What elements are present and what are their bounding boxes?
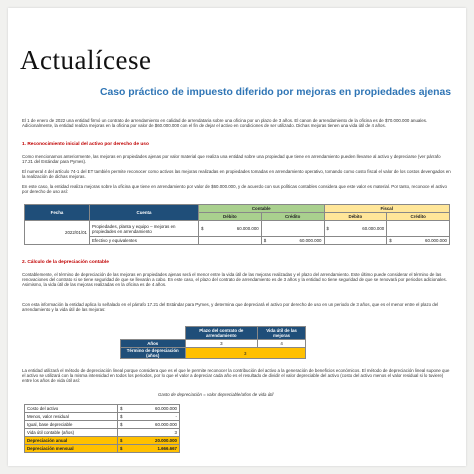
plazo-value: 3 — [185, 340, 258, 348]
col-contable: Contable — [199, 205, 325, 213]
section2-paragraph-2: Con esta información la entidad aplica lo señalado en el párrafo 17.21 del Estándar para Pymes, y determina que depreciará el activo por derecho de uso en un periodo de 3 años, que es el menor entre el plazo del arrendamiento y la vida útil de las mejoras: — [22, 302, 439, 313]
calc-label: Igual, base depreciable — [25, 421, 118, 429]
journal-entry-table — [24, 204, 450, 245]
currency-symbol: $ — [261, 237, 272, 245]
amount-cell: 60.000.000 — [209, 221, 261, 237]
amount-cell — [397, 221, 449, 237]
currency-symbol: $ — [118, 405, 128, 413]
table-row — [25, 437, 180, 445]
col-contable-credito: Crédito — [261, 213, 324, 221]
amount-cell — [335, 237, 387, 245]
col-cuenta: Cuenta — [90, 205, 199, 221]
col-vida-util: Vida útil de las mejoras — [258, 327, 306, 340]
currency-symbol: $ — [118, 445, 128, 453]
amount-cell: 60.000.000 — [397, 237, 449, 245]
currency-symbol — [261, 221, 272, 237]
calc-label: Vida útil contable (años) — [25, 429, 118, 437]
currency-symbol — [387, 221, 398, 237]
table-row — [121, 348, 306, 359]
row-label-termino: Término de depreciación (años) — [121, 348, 186, 359]
termino-value: 3 — [185, 348, 306, 359]
depreciation-formula: Gasto de depreciación = valor depreciable/años de vida útil — [158, 392, 274, 397]
amount-cell — [272, 221, 324, 237]
currency-symbol — [118, 429, 128, 437]
calc-label: Depreciación mensual — [25, 445, 118, 453]
section3-paragraph: La entidad utilizará el método de depreciación lineal porque considera que es el que le permite reconocer la contribución del activo a la generación de beneficios económicos. El método de depreciación lineal supone que el activo se utilizará con la misma intensidad en todos los periodos, por lo que el valor a depreciar cada año es el resultado de dividir el valor depreciable del activo (costo del activo menos el valor residual si lo tuviere) entre los años de vida útil así: — [22, 368, 450, 384]
section2-paragraph-1: Contablemente, el término de depreciación de las mejoras en propiedades ajenas será el menor entre la vida útil de las mejoras realizadas y el plazo del arrendamiento. Este último puede considerar el término de las renovaciones del contrato si se tiene seguridad de que se llevarán a cabo. En este caso, el plazo del contrato de arrendamiento es de 3 años y la entidad no tiene seguridad de que se renovará por periodos adicionales. Asimismo, la vida útil de las mejoras realizadas en la oficina es de 4 años. — [22, 272, 447, 288]
document-page — [8, 8, 466, 466]
table-row — [25, 413, 180, 421]
currency-symbol: $ — [118, 437, 128, 445]
amount-cell: 60.000.000 — [335, 221, 387, 237]
calc-value: 20.000.000 — [127, 437, 180, 445]
table-row — [121, 340, 306, 348]
account-name: Efectivo y equivalentes — [90, 237, 199, 245]
col-fiscal: Fiscal — [324, 205, 450, 213]
table-row — [25, 445, 180, 453]
currency-symbol: $ — [118, 413, 128, 421]
section1-paragraph-3: En este caso, la entidad realiza mejoras sobre la oficina que tiene en arrendamiento por valor de $60.000.000, y de acuerdo con sus políticas contables considera que este valor es material. Por tanto, reconoce el activo por derecho de uso así: — [22, 184, 447, 195]
brand-logo: Actualícese — [20, 45, 152, 75]
table-row — [25, 405, 180, 413]
col-fiscal-credito: Crédito — [387, 213, 450, 221]
depreciation-calc-table — [24, 404, 180, 453]
table-row — [25, 429, 180, 437]
section1-title: 1. Reconocimiento inicial del activo por derecho de uso — [22, 142, 149, 147]
calc-label: Depreciación anual — [25, 437, 118, 445]
calc-value: 60.000.000 — [127, 421, 180, 429]
section1-paragraph-1: Como mencionamos anteriormente, las mejoras en propiedades ajenas por valor material que realiza una entidad sobre una propiedad que tiene en arrendamiento pueden llevarse al activo y depreciarse (ver párrafo 17.21 del Estándar para Pymes). — [22, 154, 441, 165]
depreciation-term-table — [120, 326, 306, 359]
amount-cell: 60.000.000 — [272, 237, 324, 245]
calc-value: 3 — [127, 429, 180, 437]
page-title: Caso práctico de impuesto diferido por mejoras en propiedades ajenas — [100, 87, 452, 98]
col-fecha: Fecha — [25, 205, 90, 221]
intro-paragraph: El 1 de enero de 2022 una entidad firmó un contrato de arrendamiento en calidad de arrendataria sobre una oficina por un plazo de 3 años. El canon de arrendamiento de la oficina es de $70.000.000 anuales. Adicionalmente, la entidad realiza mejoras en la oficina por valor de $60.000.000 con el fin de dejar el activo en condiciones de ser utilizado. Dichas mejoras tienen una vida útil de 4 años. — [22, 118, 428, 129]
row-label-anos: Años — [121, 340, 186, 348]
currency-symbol: $ — [324, 221, 335, 237]
currency-symbol: $ — [387, 237, 398, 245]
table-row — [25, 421, 180, 429]
col-fiscal-debito: Débito — [324, 213, 387, 221]
amount-cell — [209, 237, 261, 245]
currency-symbol — [324, 237, 335, 245]
currency-symbol: $ — [118, 421, 128, 429]
entry-date: 2022/01/01 — [25, 221, 90, 245]
table-row — [25, 221, 450, 237]
vida-util-value: 4 — [258, 340, 306, 348]
section2-title: 2. Cálculo de la depreciación contable — [22, 260, 109, 265]
currency-symbol — [199, 237, 210, 245]
calc-label: Menos, valor residual — [25, 413, 118, 421]
calc-value: 60.000.000 — [127, 405, 180, 413]
account-name: Propiedades, planta y equipo – mejoras en propiedades en arrendamiento — [90, 221, 199, 237]
col-contable-debito: Débito — [199, 213, 262, 221]
calc-value: 1.666.667 — [127, 445, 180, 453]
col-plazo-contrato: Plazo del contrato de arrendamiento — [185, 327, 258, 340]
header — [8, 8, 466, 104]
calc-label: Costo del activo — [25, 405, 118, 413]
currency-symbol: $ — [199, 221, 210, 237]
calc-value: - — [127, 413, 180, 421]
section1-paragraph-2: El numeral 4 del artículo 74-1 del ET también permite reconocer como activos las mejoras realizadas en propiedades tomadas en arrendamiento operativo, tomando como costo fiscal el valor de los costos devengados en la realización de dichas mejoras. — [22, 169, 451, 180]
